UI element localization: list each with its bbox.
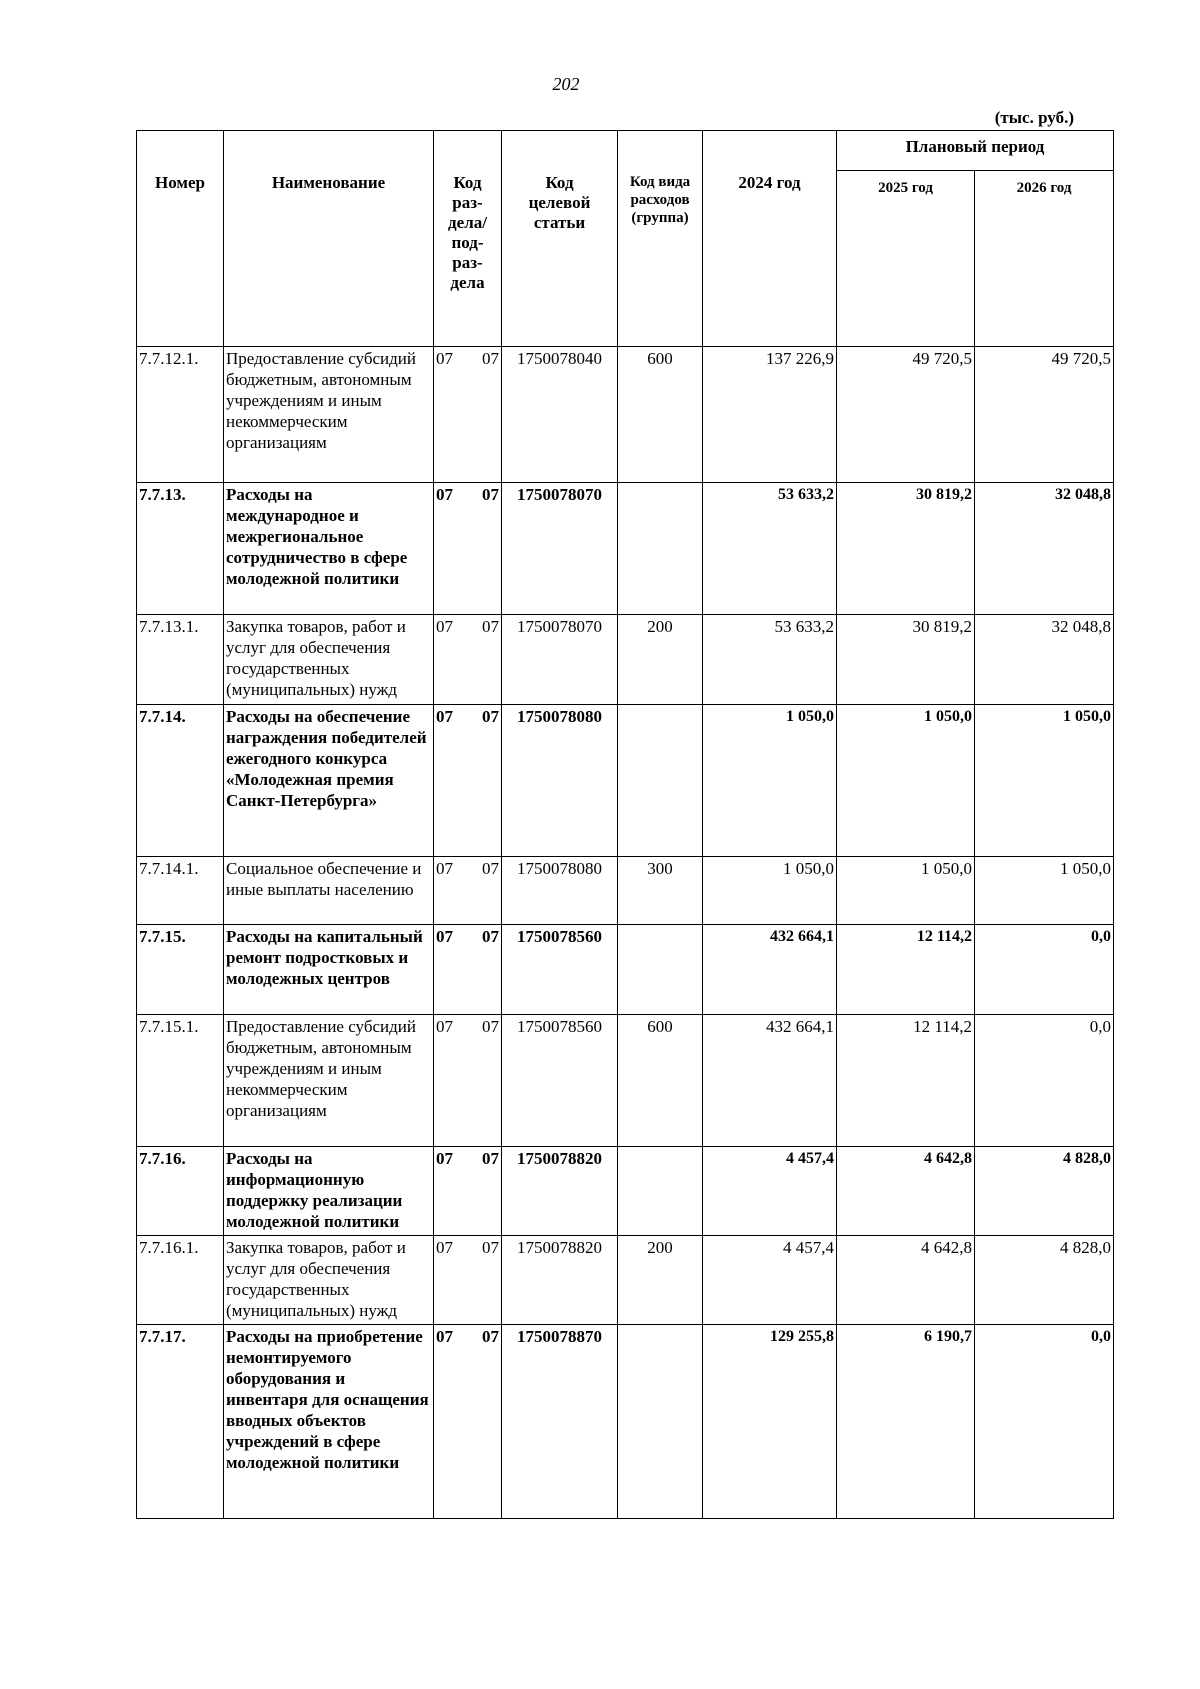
row-name: Предоставление субсидий бюджетным, автономным учреждениям и иным некоммерческим организациям: [224, 347, 434, 483]
row-razdel-cell: [434, 925, 502, 1015]
row-vid: [618, 705, 703, 857]
row-2024: 53 633,2: [703, 483, 837, 615]
row-podrazdel: 07: [482, 859, 499, 878]
row-celevaya: 1750078070: [502, 483, 618, 615]
row-2026: 0,0: [975, 1325, 1114, 1519]
row-razdel: 07: [436, 1327, 453, 1346]
header-razdel: [434, 131, 502, 347]
header-razdel-line: Код: [453, 173, 482, 192]
row-celevaya: 1750078870: [502, 1325, 618, 1519]
row-vid: [618, 925, 703, 1015]
row-razdel: 07: [436, 349, 453, 368]
row-2026: 0,0: [975, 925, 1114, 1015]
row-2024: 137 226,9: [703, 347, 837, 483]
header-razdel-line: дела: [450, 273, 485, 292]
row-2025: 4 642,8: [837, 1236, 975, 1325]
row-2024: 53 633,2: [703, 615, 837, 705]
row-razdel: 07: [436, 1238, 453, 1257]
row-vid: [618, 1147, 703, 1236]
table-header: [137, 131, 1114, 347]
row-2026: 0,0: [975, 1015, 1114, 1147]
row-name: Расходы на информационную поддержку реализации молодежной политики: [224, 1147, 434, 1236]
header-vid: [618, 131, 703, 347]
row-celevaya: 1750078040: [502, 347, 618, 483]
row-2024: 129 255,8: [703, 1325, 837, 1519]
row-razdel-cell: [434, 483, 502, 615]
row-number: 7.7.15.: [137, 925, 224, 1015]
row-2026: 1 050,0: [975, 705, 1114, 857]
row-2025: 30 819,2: [837, 483, 975, 615]
row-vid: [618, 1325, 703, 1519]
row-2025: 1 050,0: [837, 705, 975, 857]
row-podrazdel: 07: [482, 485, 499, 504]
header-nomer: Номер: [137, 131, 224, 347]
row-podrazdel: 07: [482, 349, 499, 368]
row-number: 7.7.16.1.: [137, 1236, 224, 1325]
row-2025: 12 114,2: [837, 1015, 975, 1147]
row-name: Закупка товаров, работ и услуг для обеспечения государственных (муниципальных) нужд: [224, 1236, 434, 1325]
row-celevaya: 1750078560: [502, 925, 618, 1015]
header-razdel-line: дела/: [448, 213, 487, 232]
header-celevaya-line: целевой: [528, 193, 591, 212]
row-2024: 432 664,1: [703, 925, 837, 1015]
row-number: 7.7.14.: [137, 705, 224, 857]
row-razdel-cell: [434, 1147, 502, 1236]
row-2025: 49 720,5: [837, 347, 975, 483]
row-razdel-cell: [434, 347, 502, 483]
row-razdel-cell: [434, 857, 502, 925]
header-razdel-line: раз-: [452, 193, 483, 212]
row-2024: 1 050,0: [703, 705, 837, 857]
header-vid-line: расходов: [630, 192, 690, 208]
row-2025: 30 819,2: [837, 615, 975, 705]
row-podrazdel: 07: [482, 617, 499, 636]
header-2025: 2025 год: [837, 171, 975, 347]
row-name: Расходы на международное и межрегиональное сотрудничество в сфере молодежной политики: [224, 483, 434, 615]
row-2026: 4 828,0: [975, 1147, 1114, 1236]
row-razdel: 07: [436, 1149, 453, 1168]
header-celevaya: [502, 131, 618, 347]
table-row: [137, 347, 1114, 483]
row-podrazdel: 07: [482, 1327, 499, 1346]
row-vid: [618, 483, 703, 615]
row-podrazdel: 07: [482, 1017, 499, 1036]
row-celevaya: 1750078080: [502, 705, 618, 857]
row-number: 7.7.15.1.: [137, 1015, 224, 1147]
row-razdel-cell: [434, 1236, 502, 1325]
row-2026: 4 828,0: [975, 1236, 1114, 1325]
row-number: 7.7.17.: [137, 1325, 224, 1519]
header-naimenovanie: Наименование: [224, 131, 434, 347]
row-2025: 6 190,7: [837, 1325, 975, 1519]
units-label: (тыс. руб.): [994, 108, 1074, 127]
row-vid: 600: [618, 347, 703, 483]
row-2024: 4 457,4: [703, 1236, 837, 1325]
table-row: [137, 483, 1114, 615]
header-2026: 2026 год: [975, 171, 1114, 347]
header-vid-line: Код вида: [629, 174, 691, 190]
row-number: 7.7.16.: [137, 1147, 224, 1236]
table-row: [137, 1147, 1114, 1236]
header-planned-period: Плановый период: [837, 131, 1114, 171]
row-celevaya: 1750078080: [502, 857, 618, 925]
header-celevaya-line: статьи: [533, 213, 586, 232]
row-vid: 200: [618, 615, 703, 705]
row-vid: 600: [618, 1015, 703, 1147]
row-podrazdel: 07: [482, 1149, 499, 1168]
row-celevaya: 1750078820: [502, 1147, 618, 1236]
row-razdel-cell: [434, 1015, 502, 1147]
header-vid-line: (группа): [631, 210, 689, 226]
header-celevaya-line: Код: [545, 173, 574, 192]
table-row: [137, 705, 1114, 857]
row-razdel: 07: [436, 859, 453, 878]
row-2024: 1 050,0: [703, 857, 837, 925]
row-celevaya: 1750078070: [502, 615, 618, 705]
row-celevaya: 1750078820: [502, 1236, 618, 1325]
table-row: [137, 1325, 1114, 1519]
page-number: 202: [552, 74, 580, 94]
header-razdel-line: под-: [451, 233, 484, 252]
row-vid: 200: [618, 1236, 703, 1325]
row-razdel: 07: [436, 1017, 453, 1036]
row-name: Расходы на обеспечение награждения победителей ежегодного конкурса «Молодежная премия Санкт-Петербурга»: [224, 705, 434, 857]
row-2025: 1 050,0: [837, 857, 975, 925]
row-celevaya: 1750078560: [502, 1015, 618, 1147]
row-2025: 12 114,2: [837, 925, 975, 1015]
row-number: 7.7.12.1.: [137, 347, 224, 483]
budget-table: [136, 130, 1114, 1519]
header-2024: 2024 год: [703, 131, 837, 347]
row-vid: 300: [618, 857, 703, 925]
row-number: 7.7.13.1.: [137, 615, 224, 705]
row-razdel: 07: [436, 617, 453, 636]
row-podrazdel: 07: [482, 927, 499, 946]
table-row: [137, 857, 1114, 925]
row-razdel: 07: [436, 927, 453, 946]
row-2024: 432 664,1: [703, 1015, 837, 1147]
row-name: Расходы на приобретение немонтируемого оборудования и инвентаря для оснащения вводных объектов учреждений в сфере молодежной политики: [224, 1325, 434, 1519]
header-razdel-line: раз-: [452, 253, 483, 272]
row-name: Социальное обеспечение и иные выплаты населению: [224, 857, 434, 925]
row-2026: 32 048,8: [975, 615, 1114, 705]
row-2025: 4 642,8: [837, 1147, 975, 1236]
table-row: [137, 1236, 1114, 1325]
row-2024: 4 457,4: [703, 1147, 837, 1236]
row-number: 7.7.14.1.: [137, 857, 224, 925]
row-razdel-cell: [434, 615, 502, 705]
row-number: 7.7.13.: [137, 483, 224, 615]
table-row: [137, 925, 1114, 1015]
table-row: [137, 615, 1114, 705]
table-body: [137, 347, 1114, 1519]
row-name: Закупка товаров, работ и услуг для обеспечения государственных (муниципальных) нужд: [224, 615, 434, 705]
row-razdel: 07: [436, 707, 453, 726]
row-razdel: 07: [436, 485, 453, 504]
row-podrazdel: 07: [482, 707, 499, 726]
row-2026: 32 048,8: [975, 483, 1114, 615]
row-2026: 1 050,0: [975, 857, 1114, 925]
row-podrazdel: 07: [482, 1238, 499, 1257]
row-name: Расходы на капитальный ремонт подростковых и молодежных центров: [224, 925, 434, 1015]
row-2026: 49 720,5: [975, 347, 1114, 483]
row-razdel-cell: [434, 705, 502, 857]
table-row: [137, 1015, 1114, 1147]
row-name: Предоставление субсидий бюджетным, автономным учреждениям и иным некоммерческим организациям: [224, 1015, 434, 1147]
row-razdel-cell: [434, 1325, 502, 1519]
